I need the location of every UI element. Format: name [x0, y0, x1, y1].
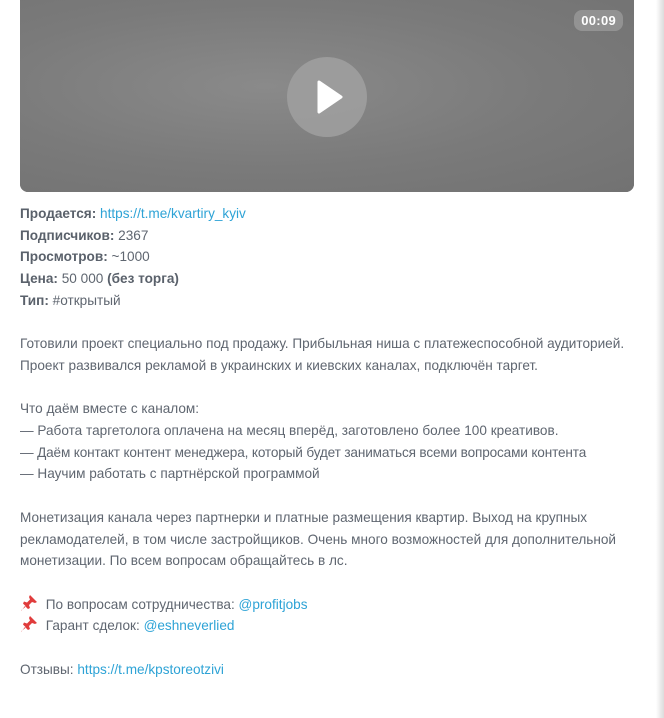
type-label: Тип: [20, 292, 49, 308]
offer-item-1: — Работа таргетолога оплачена на месяц вперёд, заготовлено более 100 креативов. [20, 423, 559, 438]
play-icon [316, 80, 344, 114]
cooperation-link[interactable]: @profitjobs [238, 596, 308, 612]
offer-item-3: — Научим работать с партнёрской программой [20, 466, 320, 482]
views-value: ~1000 [107, 249, 150, 265]
guarantee-line [20, 615, 640, 637]
price-value: 50 000 [57, 271, 108, 287]
subscribers-value: 2367 [114, 227, 149, 243]
scrollbar-edge[interactable] [656, 0, 664, 718]
type-value: #открытый [48, 292, 121, 308]
video-player[interactable] [20, 0, 634, 192]
views-label: Просмотров: [20, 249, 108, 265]
sale-label: Продается: [20, 206, 97, 221]
guarantee-label: Гарант сделок: [42, 618, 144, 634]
post-text [20, 203, 640, 680]
price-label: Цена: [20, 271, 58, 287]
type-line [20, 290, 640, 312]
offer-item-2: — Даём контакт контент менеджера, который будет заниматься всеми вопросами контента [20, 444, 587, 460]
play-button[interactable] [287, 57, 367, 137]
pushpin-icon [20, 594, 38, 612]
guarantee-link[interactable]: @eshneverlied [143, 618, 235, 634]
sale-line [20, 203, 640, 225]
pushpin-icon [20, 615, 38, 633]
reviews-label: Отзывы: [20, 661, 78, 677]
subscribers-line [20, 225, 640, 247]
price-line [20, 268, 640, 290]
offer-title: Что даём вместе с каналом: [20, 401, 200, 417]
views-line [20, 246, 640, 268]
price-note: (без торга) [107, 271, 179, 287]
post-card [20, 0, 634, 680]
subscribers-label: Подписчиков: [20, 227, 115, 243]
sale-link[interactable]: https://t.me/kvartiry_kyiv [100, 206, 246, 221]
video-duration: 00:09 [574, 10, 623, 31]
cooperation-line [20, 594, 640, 616]
reviews-line [20, 659, 640, 681]
monetization-paragraph: Монетизация канала через партнерки и платные размещения квартир. Выход на крупных рекламодателей, в том числе застройщиков. Очень много возможностей для дополнительной монетизации. По всем вопросам обращайтесь в лс. [20, 509, 616, 569]
description-paragraph: Готовили проект специально под продажу. Прибыльная ниша с платежеспособной аудиторией. Проект развивался рекламой в украинских и киевских каналах, подключён таргет. [20, 336, 625, 373]
reviews-link[interactable]: https://t.me/kpstoreotzivi [77, 661, 224, 677]
cooperation-label: По вопросам сотрудничества: [42, 596, 239, 612]
